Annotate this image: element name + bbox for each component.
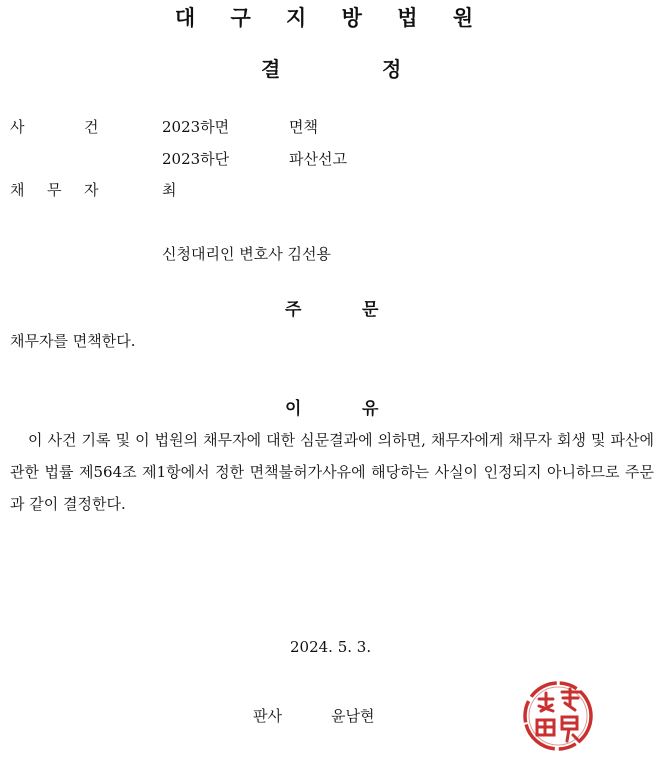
debtor-label-char-3: 자 bbox=[84, 181, 99, 199]
order-heading-right: 문 bbox=[362, 300, 379, 320]
case-label-char-2: 건 bbox=[84, 118, 99, 136]
order-text: 채무자를 면책한다. bbox=[10, 332, 136, 350]
decision-date: 2024. 5. 3. bbox=[290, 638, 372, 656]
document-title-left: 결 bbox=[261, 57, 281, 81]
attorney-line: 신청대리인 변호사 김선용 bbox=[162, 245, 331, 263]
judge-seal bbox=[517, 675, 599, 757]
case-label-char-1: 사 bbox=[10, 118, 25, 136]
court-name: 대 구 지 방 법 원 bbox=[174, 6, 488, 30]
debtor-label-char-1: 채 bbox=[10, 181, 25, 199]
case-type-2: 파산선고 bbox=[289, 150, 347, 168]
reason-heading-left: 이 bbox=[285, 399, 302, 419]
case-number-1: 2023하면 bbox=[162, 118, 230, 136]
reason-paragraph bbox=[10, 424, 654, 520]
order-heading-left: 주 bbox=[285, 300, 302, 320]
reason-text: 이 사건 기록 및 이 법원의 채무자에 대한 심문결과에 의하면, 채무자에게 채무자 회생 및 파산에 관한 법률 제564조 제1항에서 정한 면책불허가사유에 해당하는 사실이 인정되지 아니하므로 주문과 같이 결정한다. bbox=[10, 431, 654, 513]
judge-title: 판사 bbox=[253, 707, 282, 725]
case-type-1: 면책 bbox=[289, 118, 318, 136]
document-title-right: 정 bbox=[382, 57, 402, 81]
judge-name: 윤남현 bbox=[331, 707, 375, 725]
reason-heading-right: 유 bbox=[362, 399, 379, 419]
debtor-name: 최 bbox=[162, 181, 177, 199]
case-number-2: 2023하단 bbox=[162, 150, 230, 168]
debtor-label-char-2: 무 bbox=[47, 181, 62, 199]
